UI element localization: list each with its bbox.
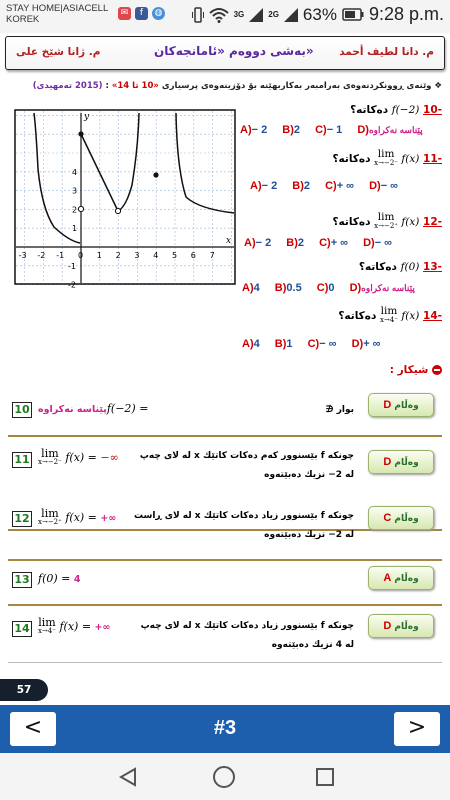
signal-2-icon bbox=[284, 8, 298, 22]
answer-10-expression: f(−2) = پێناسە نەكراوە bbox=[38, 402, 152, 415]
question-11-options bbox=[250, 180, 410, 192]
x-tick-label: 1 bbox=[96, 251, 102, 260]
y-tick-label: 4 bbox=[72, 167, 78, 177]
question-12-math: f(x) bbox=[401, 216, 420, 228]
x-axis-label: x bbox=[226, 236, 232, 246]
y-tick-labels bbox=[68, 168, 77, 290]
answer-divider bbox=[8, 604, 442, 606]
page-view[interactable] bbox=[0, 33, 450, 705]
answer-row-10 bbox=[8, 391, 442, 431]
question-12-number: -12 bbox=[423, 216, 442, 228]
question-11-lim-sub: x→−2⁻ bbox=[374, 159, 398, 167]
answer-13-expression: f(0) = 4 bbox=[38, 572, 81, 585]
header-teacher-right: م. دانا لطیف أحمد bbox=[339, 46, 434, 58]
option-a[interactable]: A)4 bbox=[242, 338, 260, 350]
clock: 9:28 p.m. bbox=[368, 4, 444, 24]
question-14 bbox=[338, 307, 442, 325]
status-bar bbox=[0, 0, 450, 33]
answer-14-explanation: چونكە f بێسنوور زیاد دەكات كاتێك x لە لای چەپ لە 4 نزیك دەبێتەوە bbox=[140, 621, 354, 650]
wifi-icon bbox=[209, 7, 229, 23]
question-10-text: دەكاتە؟ bbox=[350, 104, 389, 116]
graph-grid bbox=[16, 111, 234, 285]
x-tick-label: -1 bbox=[56, 251, 65, 260]
question-14-math: f(x) bbox=[401, 310, 420, 322]
option-d[interactable]: D)+ ∞ bbox=[351, 338, 381, 350]
x-tick-label: -2 bbox=[37, 251, 46, 260]
open-point-2 bbox=[115, 208, 120, 213]
answer-11-expression: lim x→−2⁻ f(x) = −∞ bbox=[38, 447, 119, 466]
y-tick-label: -2 bbox=[68, 280, 76, 290]
solution-label: شیكار : bbox=[389, 364, 429, 376]
question-12-lim-sub: x→−2⁺ bbox=[374, 222, 398, 230]
previous-page-button[interactable]: < bbox=[10, 712, 56, 746]
answer-10-number: 10 bbox=[12, 402, 32, 418]
answer-divider bbox=[8, 662, 442, 663]
system-navigation-bar bbox=[0, 753, 450, 800]
y-tick-label: 1 bbox=[72, 224, 78, 234]
question-11-lim: lim bbox=[377, 148, 395, 160]
option-c[interactable]: C)0 bbox=[316, 282, 335, 294]
option-c[interactable]: C)− ∞ bbox=[307, 338, 337, 350]
answer-14-expression: lim x→4⁻ f(x) = +∞ bbox=[38, 616, 111, 635]
answer-12-number: 12 bbox=[12, 511, 32, 527]
network-2-label: 2G bbox=[268, 10, 279, 19]
question-14-options bbox=[242, 338, 393, 350]
recent-apps-icon[interactable] bbox=[316, 768, 334, 786]
question-14-number: -14 bbox=[423, 310, 442, 322]
x-tick-label: 5 bbox=[172, 251, 178, 260]
page-header bbox=[5, 36, 445, 70]
question-13 bbox=[359, 261, 442, 273]
answer-divider bbox=[8, 559, 442, 561]
carrier-line-1: STAY HOME|ASIACELL bbox=[6, 3, 109, 14]
answer-12-expression: lim x→−2⁺ f(x) = +∞ bbox=[38, 507, 117, 526]
question-11-text: دەكاتە؟ bbox=[332, 153, 371, 165]
vibrate-icon bbox=[192, 7, 204, 23]
network-1-label: 3G bbox=[233, 10, 245, 19]
question-12-options bbox=[244, 237, 404, 249]
system-status bbox=[192, 4, 444, 25]
open-point-0-0.5 bbox=[78, 206, 83, 211]
answer-13-number: 13 bbox=[12, 572, 32, 588]
option-d[interactable]: D)− ∞ bbox=[369, 180, 399, 192]
battery-percent: 63% bbox=[302, 4, 337, 24]
option-d[interactable]: D)پێناسە نەكراوە bbox=[357, 124, 423, 136]
next-page-button[interactable]: > bbox=[394, 712, 440, 746]
x-tick-label: 6 bbox=[190, 251, 196, 260]
option-c[interactable]: C)+ ∞ bbox=[319, 237, 349, 249]
question-10-math: f(−2) bbox=[391, 104, 420, 116]
question-12-text: دەكاتە؟ bbox=[332, 216, 371, 228]
answer-row-14 bbox=[8, 608, 442, 663]
battery-icon bbox=[342, 8, 364, 21]
option-b[interactable]: B)2 bbox=[282, 124, 301, 136]
x-tick-label: -3 bbox=[18, 251, 27, 260]
question-13-number: -13 bbox=[423, 261, 442, 273]
answer-row-11 bbox=[8, 445, 442, 495]
carrier-text bbox=[6, 3, 108, 25]
x-tick-labels bbox=[19, 251, 215, 260]
answer-11-number: 11 bbox=[12, 452, 32, 468]
answer-12-explanation: چونكە f بێسنوور زیاد دەكات كاتێك x لە لای ڕاست لە 2− نزیك دەبێتەوە bbox=[133, 511, 354, 540]
question-11 bbox=[332, 150, 442, 168]
y-tick-label: 2 bbox=[72, 205, 78, 215]
question-10-number: -10 bbox=[423, 104, 442, 116]
answer-row-13 bbox=[8, 563, 442, 603]
option-c[interactable]: C)− 1 bbox=[315, 124, 343, 136]
option-a[interactable]: A)4 bbox=[242, 282, 260, 294]
graph-border bbox=[15, 110, 235, 284]
page-index-title: #3 bbox=[213, 717, 237, 739]
filled-point-0-4 bbox=[78, 131, 83, 136]
question-11-math: f(x) bbox=[401, 153, 420, 165]
option-b[interactable]: B)0.5 bbox=[274, 282, 302, 294]
x-tick-label: 2 bbox=[115, 251, 121, 260]
curve-right-branch bbox=[176, 113, 234, 213]
question-12 bbox=[332, 213, 442, 231]
x-tick-label: 7 bbox=[209, 251, 215, 260]
x-tick-label: 4 bbox=[153, 251, 159, 260]
notification-icons bbox=[118, 7, 165, 20]
function-graph bbox=[14, 109, 236, 290]
x-tick-label: 0 bbox=[78, 251, 84, 260]
option-a[interactable]: A)− 2 bbox=[240, 124, 268, 136]
y-tick-label: 3 bbox=[72, 186, 78, 196]
option-a[interactable]: A)− 2 bbox=[250, 180, 278, 192]
question-14-lim: lim bbox=[380, 305, 398, 317]
y-axis-label: y bbox=[84, 112, 90, 122]
question-10 bbox=[350, 104, 442, 116]
instruction-range: «10 تا 14» bbox=[111, 81, 159, 91]
question-11-number: -11 bbox=[423, 153, 442, 165]
question-13-options bbox=[242, 282, 427, 294]
minus-circle-icon bbox=[432, 365, 442, 375]
question-14-text: دەكاتە؟ bbox=[338, 310, 377, 322]
answer-10-badge[interactable]: وەڵام D bbox=[368, 393, 434, 417]
option-d[interactable]: D)پێناسە نەكراوە bbox=[349, 282, 415, 294]
globe-icon: ◍ bbox=[152, 7, 165, 20]
solution-heading bbox=[390, 364, 442, 376]
question-13-text: دەكاتە؟ bbox=[358, 261, 397, 273]
option-c[interactable]: C)+ ∞ bbox=[325, 180, 355, 192]
mail-icon: ✉ bbox=[118, 7, 131, 20]
question-13-math: f(0) bbox=[400, 261, 420, 273]
option-a[interactable]: A)− 2 bbox=[244, 237, 272, 249]
instruction-prefix: ❖ وێنەی ڕوونكردنەوەی بەرامبەر بەكاربهێنە بۆ دۆزینەوەی پرسیاری bbox=[158, 81, 442, 91]
option-b[interactable]: B)1 bbox=[274, 338, 293, 350]
answer-10-explanation: بوار ∉ bbox=[325, 405, 354, 415]
home-icon[interactable] bbox=[213, 766, 235, 788]
instruction-year: (2015 تەمهیدی) bbox=[32, 81, 103, 91]
answer-13-badge[interactable]: وەڵام A bbox=[368, 566, 434, 590]
y-tick-label: -1 bbox=[68, 261, 76, 271]
filled-point-4-2 bbox=[153, 172, 158, 177]
curve-rising-branch bbox=[118, 113, 139, 211]
answer-14-badge[interactable]: وەڵام D bbox=[368, 614, 434, 638]
option-d[interactable]: D)− ∞ bbox=[363, 237, 393, 249]
signal-1-icon bbox=[249, 8, 263, 22]
question-10-options bbox=[240, 124, 435, 136]
answer-11-explanation: چونكە f بێسنوور كەم دەكات كاتێك x لە لای چەپ لە 2− نزیك دەبێتەوە bbox=[139, 451, 354, 480]
option-b[interactable]: B)2 bbox=[292, 180, 311, 192]
answer-11-badge[interactable]: وەڵام D bbox=[368, 450, 434, 474]
facebook-icon: f bbox=[135, 7, 148, 20]
answer-divider bbox=[8, 435, 442, 437]
header-section-title: بەشی دووەم «ئامانجەكان» bbox=[154, 44, 314, 58]
option-b[interactable]: B)2 bbox=[286, 237, 305, 249]
question-12-lim: lim bbox=[377, 211, 395, 223]
question-14-lim-sub: x→4⁻ bbox=[380, 316, 398, 324]
carrier-line-2: KOREK bbox=[6, 14, 40, 25]
instruction-separator: : bbox=[102, 81, 112, 91]
answer-14-number: 14 bbox=[12, 621, 32, 637]
x-tick-label: 3 bbox=[134, 251, 140, 260]
answer-12-badge[interactable]: وەڵام C bbox=[368, 506, 434, 530]
page-navigation-bar bbox=[0, 705, 450, 753]
back-icon[interactable] bbox=[118, 767, 138, 787]
answer-row-12 bbox=[8, 503, 442, 553]
page-number-badge: 57 bbox=[0, 679, 48, 701]
instruction-text bbox=[33, 81, 442, 91]
header-teacher-left: م. ژانا شێخ علی bbox=[16, 46, 101, 58]
